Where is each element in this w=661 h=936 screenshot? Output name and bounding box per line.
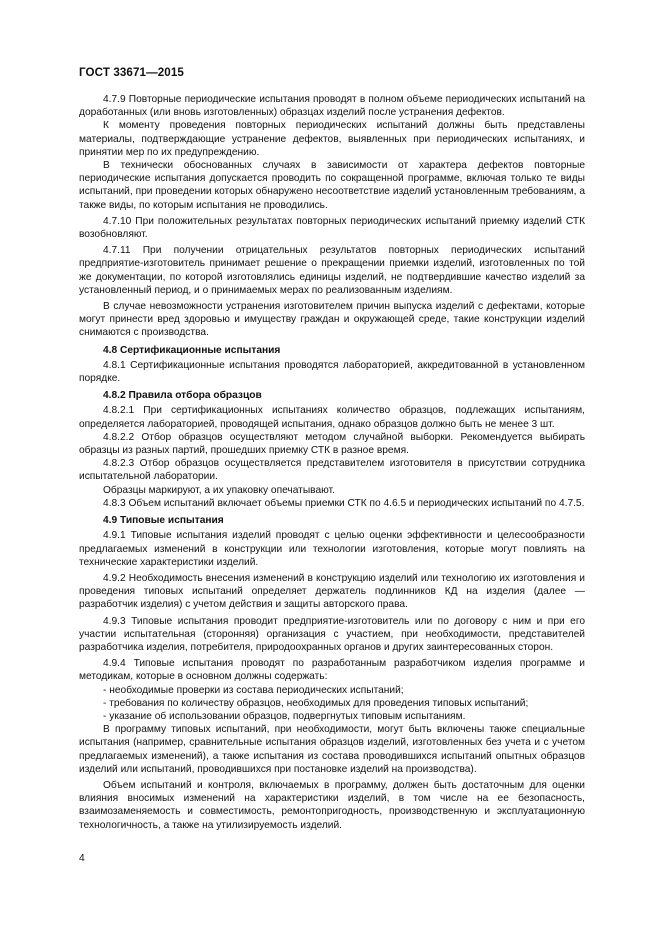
section-heading-4-8: 4.8 Сертификационные испытания xyxy=(103,344,281,356)
paragraph-4-9-4-scope: Объем испытаний и контроля, включаемых в программу, должен быть достаточным для оценки влияния вносимых изменений на характеристики изделий, в том числе на ее безопасность, взаимозаменяемость и совместимость, ремонтопригодность, производственную и эксплуатационную технологичность, а также на утилизируемость изделий. xyxy=(79,779,585,831)
paragraph-4-7-11-defects: В случае невозможности устранения изготовителем причин выпуска изделий с дефектами, которые могут принести вред здоровью и имуществу граждан и окружающей среде, такие конструкции изделий снимаются с производства. xyxy=(79,301,585,339)
page-number: 4 xyxy=(79,853,85,864)
paragraph-4-8-2-2: 4.8.2.2 Отбор образцов осуществляют методом случайной выборки. Рекомендуется выбирать образцы из разных партий, прошедших приемку СТК в разное время. xyxy=(79,431,585,457)
list-item: - указание об использовании образцов, подвергнутых типовым испытаниям. xyxy=(103,710,585,723)
paragraph-4-8-2-3: 4.8.2.3 Отбор образцов осуществляется представителем изготовителя в присутствии сотрудника испытательной лаборатории. xyxy=(79,458,585,483)
list-item: - требования по количеству образцов, необходимых для проведения типовых испытаний; xyxy=(103,697,585,710)
paragraph-4-9-4: 4.9.4 Типовые испытания проводят по разработанным разработчиком изделия программе и методикам, которые в основном должны содержать: xyxy=(79,658,585,683)
list-item: - необходимые проверки из состава периодических испытаний; xyxy=(103,684,585,697)
paragraph-4-9-1: 4.9.1 Типовые испытания изделий проводят с целью оценки эффективности и целесообразности предлагаемых изменений в конструкции или технологии изготовления, которые могут повлиять на технические характеристики изделий. xyxy=(79,530,585,568)
document-header: ГОСТ 33671—2015 xyxy=(79,66,184,79)
paragraph-4-8-1: 4.8.1 Сертификационные испытания проводятся лабораторией, аккредитованной в установленном порядке. xyxy=(79,359,585,385)
section-heading-4-8-2: 4.8.2 Правила отбора образцов xyxy=(103,390,262,402)
paragraph-4-9-3: 4.9.3 Типовые испытания проводит предприятие-изготовитель или по договору с ним и при его участии испытательная (сторонняя) организация с участием, при необходимости, представителей разработчика изделия, потребителя, природоохранных органов и других заинтересованных сторон. xyxy=(79,615,585,653)
paragraph-4-9-4-program: В программу типовых испытаний, при необходимости, могут быть включены также специальные испытания (например, сравнительные испытания образцов изделий, изготовленных без учета и с учетом предлагаемых изменений), а также испытания из состава проводившихся испытаний опытных образцов изделий или испытаний, проводившихся при постановке изделий на производства). xyxy=(79,724,585,775)
paragraph-4-8-2-1: 4.8.2.1 При сертификационных испытаниях количество образцов, подлежащих испытаниям, определяется лабораторией, проводящей испытания, однако образцов должно быть не менее 3 шт. xyxy=(79,405,585,430)
paragraph-4-9-2: 4.9.2 Необходимость внесения изменений в конструкцию изделий или технологию их изготовления и проведения типовых испытаний определяет держатель подлинников КД на изделия (далее — разработчик изделия) с учетом действия и защиты авторского права. xyxy=(79,572,585,611)
paragraph-4-8-3: 4.8.3 Объем испытаний включает объемы приемки СТК по 4.6.5 и периодических испытаний по 4.7.5. xyxy=(103,497,585,509)
section-heading-4-9: 4.9 Типовые испытания xyxy=(103,515,224,527)
paragraph-4-7-9-reduced-program: В технически обоснованных случаях в зависимости от характера дефектов повторные периодические испытания допускается проводить по сокращенной программе, включая только те виды испытаний, при проведении которых обнаружено несоответствие изделий установленным требованиям, а также виды, по которым испытания не проводились. xyxy=(79,160,585,211)
paragraph-4-7-10: 4.7.10 При положительных результатах повторных периодических испытаний приемку изделий СТК возобновляют. xyxy=(79,215,585,241)
paragraph-4-7-11: 4.7.11 При получении отрицательных результатов повторных периодических испытаний предприятие-изготовитель принимает решение о прекращении приемки изделий, изготовленных по той же документации, по которой изготовлялись единицы изделий, не подтвердившие качество изделий за установленный период, и о принимаемых мерах по реализованным изделиям. xyxy=(79,245,585,296)
document-body xyxy=(79,93,585,832)
requirements-list xyxy=(79,684,585,724)
paragraph-4-7-9-materials: К моменту проведения повторных периодических испытаний должны быть представлены материалы, подтверждающие устранение дефектов, выявленных при периодических испытаниях, и принятии мер по их предупреждению. xyxy=(79,120,585,158)
paragraph-4-7-9: 4.7.9 Повторные периодические испытания проводят в полном объеме периодических испытаний на доработанных (или вновь изготовленных) образцах изделий после устранения дефектов. xyxy=(79,94,585,119)
paragraph-4-8-2-3-marking: Образцы маркируют, а их упаковку опечатывают. xyxy=(103,484,335,496)
